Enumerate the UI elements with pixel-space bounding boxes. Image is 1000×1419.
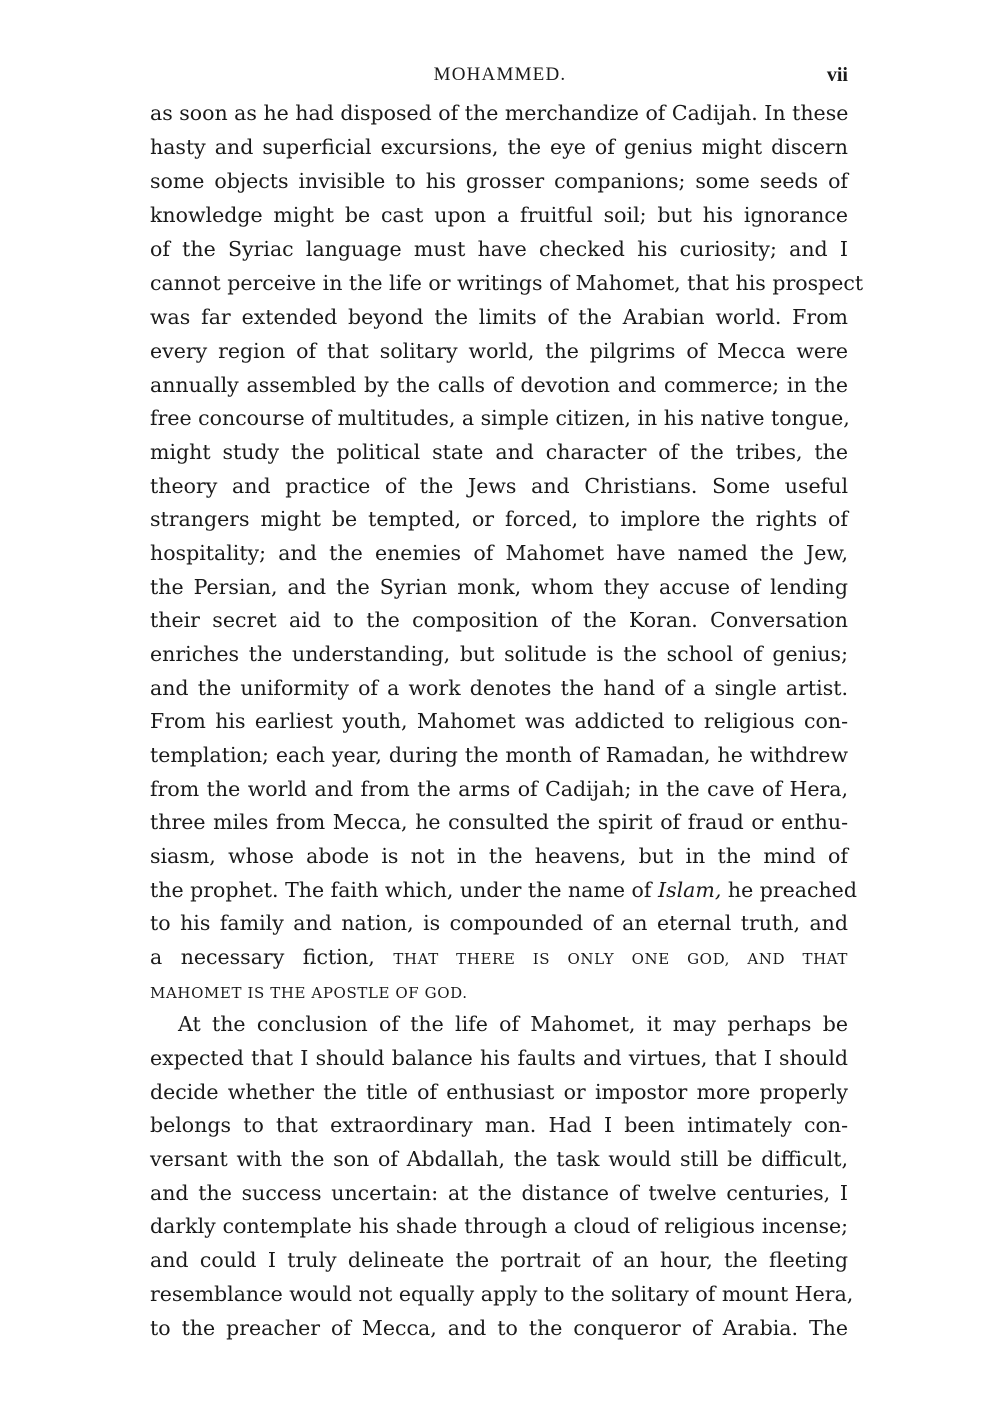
text-line: versant with the son of Abdallah, the task would still be difficult, (150, 1147, 848, 1171)
text-line: hospitality; and the enemies of Mahomet have named the Jew, (150, 541, 848, 565)
text-line: to the preacher of Mecca, and to the conqueror of Arabia. The (150, 1316, 848, 1340)
text-line: decide whether the title of enthusiast or impostor more properly (150, 1080, 848, 1104)
text-line: and could I truly delineate the portrait of an hour, the fleeting (150, 1248, 848, 1272)
text-line: some objects invisible to his grosser companions; some seeds of (150, 169, 848, 193)
text-line: siasm, whose abode is not in the heavens, but in the mind of (150, 844, 848, 868)
text-line: darkly contemplate his shade through a cloud of religious incense; (150, 1214, 848, 1238)
text-line: three miles from Mecca, he consulted the spirit of fraud or enthu- (150, 810, 848, 834)
text-run: he preached (721, 878, 857, 902)
text-line: from the world and from the arms of Cadijah; in the cave of Hera, (150, 777, 848, 801)
text-run: the prophet. The faith which, under the name of (150, 878, 652, 902)
text-line: and the success uncertain: at the distance of twelve centuries, I (150, 1181, 848, 1205)
text-run: a necessary fiction, (150, 945, 375, 969)
text-line: was far extended beyond the limits of the Arabian world. From (150, 305, 848, 329)
text-line: their secret aid to the composition of the Koran. Conversation (150, 608, 848, 632)
paragraph-start: At the conclusion of the life of Mahomet, it may perhaps be (178, 1012, 848, 1036)
text-line: expected that I should balance his faults and virtues, that I should (150, 1046, 848, 1070)
small-caps-creed: MAHOMET IS THE APOSTLE OF GOD. (150, 984, 468, 1002)
text-line: templation; each year, during the month of Ramadan, he withdrew (150, 743, 848, 767)
text-line: knowledge might be cast upon a fruitful soil; but his ignorance (150, 203, 848, 227)
small-caps-creed: THAT THERE IS ONLY ONE GOD, AND THAT (393, 950, 848, 968)
text-line: and the uniformity of a work denotes the hand of a single artist. (150, 676, 848, 700)
text-line: enriches the understanding, but solitude is the school of genius; (150, 642, 848, 666)
text-line: belongs to that extraordinary man. Had I been intimately con- (150, 1113, 848, 1137)
text-line: every region of that solitary world, the pilgrims of Mecca were (150, 339, 848, 363)
page-number: vii (826, 64, 848, 86)
text-line: cannot perceive in the life or writings of Mahomet, that his prospect (150, 271, 864, 295)
text-line: as soon as he had disposed of the merchandize of Cadijah. In these (150, 101, 849, 125)
text-line: of the Syriac language must have checked his curiosity; and I (150, 237, 848, 261)
text-line: resemblance would not equally apply to the solitary of mount Hera, (150, 1282, 854, 1306)
text-line: From his earliest youth, Mahomet was addicted to religious con- (150, 709, 848, 733)
text-line-islam (150, 876, 857, 904)
text-line: free concourse of multitudes, a simple citizen, in his native tongue, (150, 406, 850, 430)
text-line: strangers might be tempted, or forced, to implore the rights of (150, 507, 848, 531)
text-line-creed-end (150, 977, 848, 1007)
text-line: to his family and nation, is compounded of an eternal truth, and (150, 911, 848, 935)
text-line: annually assembled by the calls of devotion and commerce; in the (150, 373, 848, 397)
text-line: theory and practice of the Jews and Christians. Some useful (150, 474, 848, 498)
text-line: the Persian, and the Syrian monk, whom they accuse of lending (150, 575, 848, 599)
italic-term-islam: Islam, (658, 878, 722, 902)
text-line: hasty and superficial excursions, the eye of genius might discern (150, 135, 848, 159)
running-head: MOHAMMED. (433, 64, 567, 85)
page-header (150, 60, 850, 90)
text-line-creed (150, 943, 848, 973)
text-line: might study the political state and character of the tribes, the (150, 440, 848, 464)
